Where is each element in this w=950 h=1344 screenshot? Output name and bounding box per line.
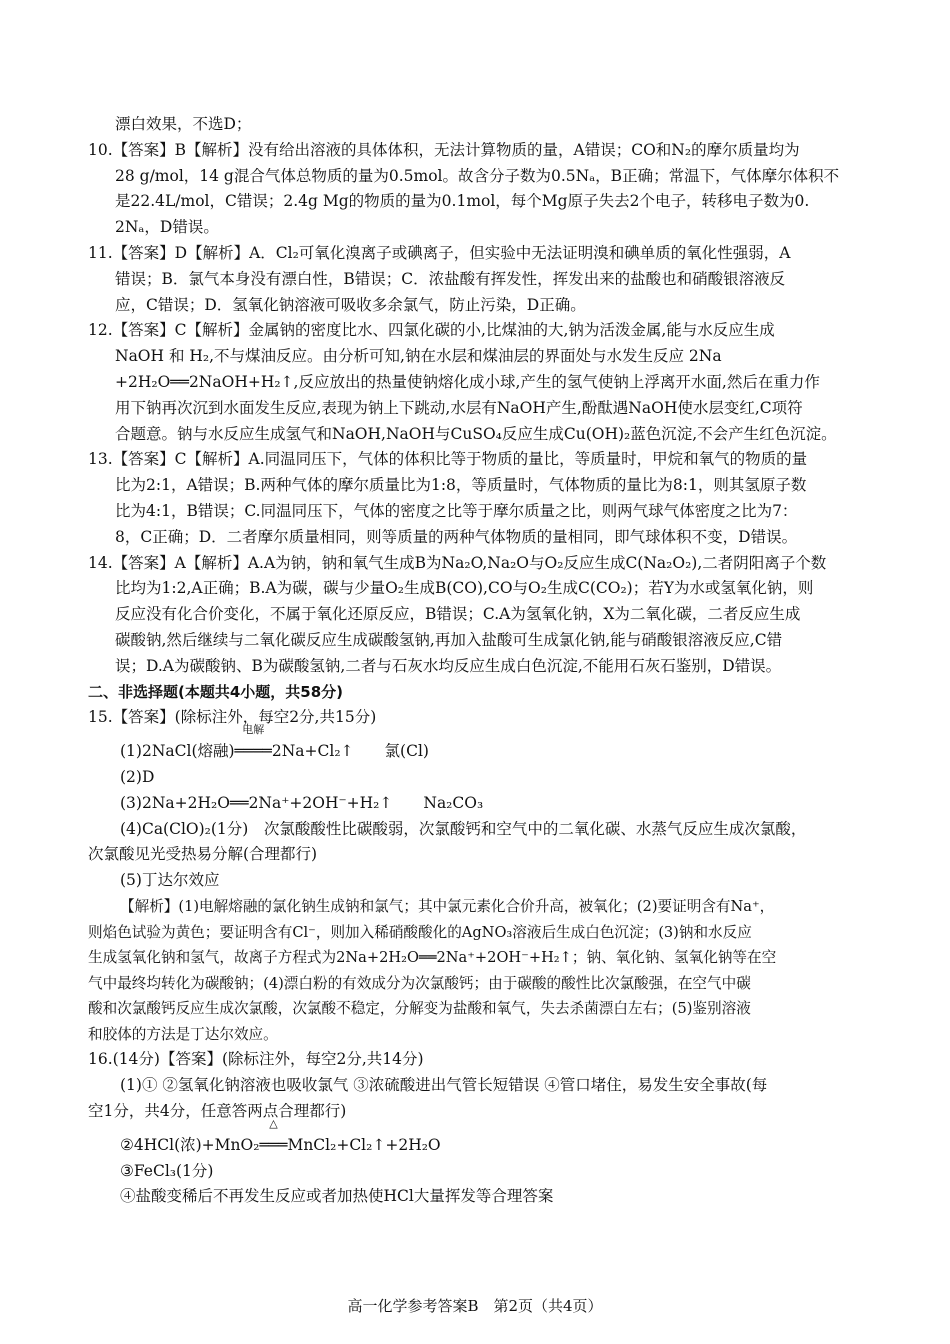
analysis-block bbox=[88, 894, 868, 1048]
condition-label: 电解 bbox=[242, 723, 265, 737]
text-line: (5)丁达尔效应 bbox=[120, 871, 220, 890]
page-footer: 高一化学参考答案B 第2页（共4页） bbox=[347, 1297, 603, 1315]
text-line: 合题意。钠与水反应生成氢气和NaOH,NaOH与CuSO₄反应生成Cu(OH)₂蓝色沉淀,不会产生红色沉淀。 bbox=[115, 424, 837, 443]
text-line: (2)D bbox=[120, 767, 155, 786]
question-15 bbox=[88, 705, 868, 1047]
text-line: 碳酸钠,然后继续与二氧化碳反应生成碳酸氢钠,再加入盐酸可生成氯化钠,能与硝酸银溶液反应,C错 bbox=[115, 630, 783, 649]
text-line: 则焰色试验为黄色；要证明含有Cl⁻，则加入稀硝酸酸化的AgNO₃溶液后生成白色沉淀；(3)钠和水反应 bbox=[88, 923, 752, 941]
question-13 bbox=[88, 447, 868, 550]
text-line: 次氯酸见光受热易分解(合理都行) bbox=[88, 845, 318, 864]
text-line: 是22.4L/mol，C错误；2.4g Mg的物质的量为0.1mol，每个Mg原子失去2个电子，转移电子数为0. bbox=[115, 192, 810, 211]
text-line: ④盐酸变稀后不再发生反应或者加热使HCl大量挥发等合理答案 bbox=[120, 1187, 554, 1206]
text-line: 8，C正确；D．二者摩尔质量相同，则等质量的两种气体物质的量相同，即气球体积不变，D错误。 bbox=[115, 527, 798, 546]
text-line: 10.【答案】B【解析】没有给出溶液的具体体积，无法计算物质的量，A错误；CO和N₂的摩尔质量均为 bbox=[88, 140, 800, 159]
text-line: 误；D.A为碳酸钠、B为碳酸氢钠,二者与石灰水均反应生成白色沉淀,不能用石灰石鉴别，D错误。 bbox=[115, 656, 782, 675]
text-line: +2H₂O══2NaOH+H₂↑,反应放出的热量使钠熔化成小球,产生的氢气使钠上浮离开水面,然后在重力作 bbox=[115, 372, 820, 391]
question-14 bbox=[88, 551, 868, 680]
text-line: (4)Ca(ClO)₂(1分) 次氯酸酸性比碳酸弱，次氯酸钙和空气中的二氧化碳、水蒸气反应生成次氯酸， bbox=[120, 819, 807, 838]
text-line: 用下钠再次沉到水面发生反应,表现为钠上下跳动,水层有NaOH产生,酚酞遇NaOH使水层变红,C项符 bbox=[115, 398, 803, 417]
text-line: (1)① ②氢氧化钠溶液也吸收氯气 ③浓硫酸进出气管长短错误 ④管口堵住，易发生安全事故(每 bbox=[120, 1076, 768, 1095]
text-line: ③FeCl₃(1分) bbox=[120, 1161, 214, 1180]
text-line: 28 g/mol，14 g混合气体总物质的量为0.5mol。故含分子数为0.5Nₐ，B正确；常温下，气体摩尔体积不 bbox=[115, 166, 840, 185]
text-line: 12.【答案】C【解析】金属钠的密度比水、四氯化碳的小,比煤油的大,钠为活泼金属,能与水反应生成 bbox=[88, 321, 775, 340]
text-line: 14.【答案】A【解析】A.A为钠，钠和氧气生成B为Na₂O,Na₂O与O₂反应生成C(Na₂O₂),二者阴阳离子个数 bbox=[88, 553, 827, 572]
equation-right: 2Na+Cl₂↑ 氯(Cl) bbox=[271, 742, 429, 761]
question-10 bbox=[88, 138, 868, 241]
text-line: 16.(14分)【答案】(除标注外，每空2分,共14分) bbox=[88, 1050, 424, 1069]
text-line: 气中最终均转化为碳酸钠；(4)漂白粉的有效成分为次氯酸钙；由于碳酸的酸性比次氯酸强，在空气中碳 bbox=[88, 974, 751, 992]
reaction-condition: 电解 ════ bbox=[234, 723, 272, 761]
text-line: 应，C错误；D．氢氧化钠溶液可吸收多余氯气，防止污染，D正确。 bbox=[115, 295, 586, 314]
equation-left: ②4HCl(浓)+MnO₂ bbox=[120, 1135, 260, 1154]
text-line: 比为4:1，B错误；C.同温同压下，气体的密度之比等于摩尔质量之比，则两气球气体密度之比为7： bbox=[115, 501, 798, 520]
equation-right: MnCl₂+Cl₂↑+2H₂O bbox=[287, 1135, 441, 1154]
text-line: 酸和次氯酸钙反应生成次氯酸，次氯酸不稳定，分解变为盐酸和氧气，失去杀菌漂白左右；(5)鉴别溶液 bbox=[88, 1000, 751, 1018]
section-heading: 二、非选择题(本题共4小题，共58分) bbox=[88, 682, 344, 701]
reaction-condition: △ ═══ bbox=[259, 1116, 288, 1154]
text-line: 漂白效果，不选D； bbox=[115, 115, 252, 133]
equation-line bbox=[88, 723, 868, 765]
text-line: 比均为1:2,A正确；B.A为碳，碳与少量O₂生成B(CO),CO与O₂生成C(CO₂)；若Y为水或氢氧化钠，则 bbox=[115, 579, 814, 598]
text-line: 反应没有化合价变化，不属于氧化还原反应，B错误；C.A为氢氧化钠，X为二氧化碳，二者反应生成 bbox=[115, 605, 801, 624]
text-line: 【解析】(1)电解熔融的氯化钠生成钠和氯气；其中氯元素化合价升高，被氧化；(2)要证明含有Na⁺， bbox=[120, 897, 775, 915]
text-line: 错误；B．氯气本身没有漂白性，B错误；C．浓盐酸有挥发性，挥发出来的盐酸也和硝酸银溶液反 bbox=[115, 269, 786, 288]
answer-page bbox=[88, 112, 868, 1210]
question-11 bbox=[88, 241, 868, 318]
text-line: 生成氢氧化钠和氢气，故离子方程式为2Na+2H₂O══2Na⁺+2OH⁻+H₂↑；钠、氧化钠、氢氧化钠等在空 bbox=[88, 949, 777, 967]
text-line: 比为2:1，A错误；B.两种气体的摩尔质量比为1:8，等质量时，气体物质的量比为8:1，则其氢原子数 bbox=[115, 476, 807, 495]
text-line: NaOH 和 H₂,不与煤油反应。由分析可知,钠在水层和煤油层的界面处与水发生反应 2Na bbox=[115, 347, 722, 366]
question-12 bbox=[88, 318, 868, 447]
equation-line bbox=[88, 1116, 868, 1159]
text-line: 13.【答案】C【解析】A.同温同压下，气体的体积比等于物质的量比，等质量时，甲烷和氧气的物质的量 bbox=[88, 450, 808, 469]
question-16 bbox=[88, 1047, 868, 1210]
text-line: 11.【答案】D【解析】A．Cl₂可氧化溴离子或碘离子，但实验中无法证明溴和碘单质的氧化性强弱，A bbox=[88, 243, 791, 262]
text-line: 和胶体的方法是丁达尔效应。 bbox=[88, 1025, 278, 1043]
condition-label: △ bbox=[269, 1116, 278, 1130]
text-line: 2Nₐ，D错误。 bbox=[115, 218, 219, 237]
text-line: 15.【答案】(除标注外，每空2分,共15分) bbox=[88, 708, 377, 727]
equation-left: (1)2NaCl(熔融) bbox=[120, 742, 235, 761]
text-line: (3)2Na+2H₂O══2Na⁺+2OH⁻+H₂↑ Na₂CO₃ bbox=[120, 793, 484, 812]
text-line: 空1分，共4分，任意答两点合理都行) bbox=[88, 1102, 347, 1121]
